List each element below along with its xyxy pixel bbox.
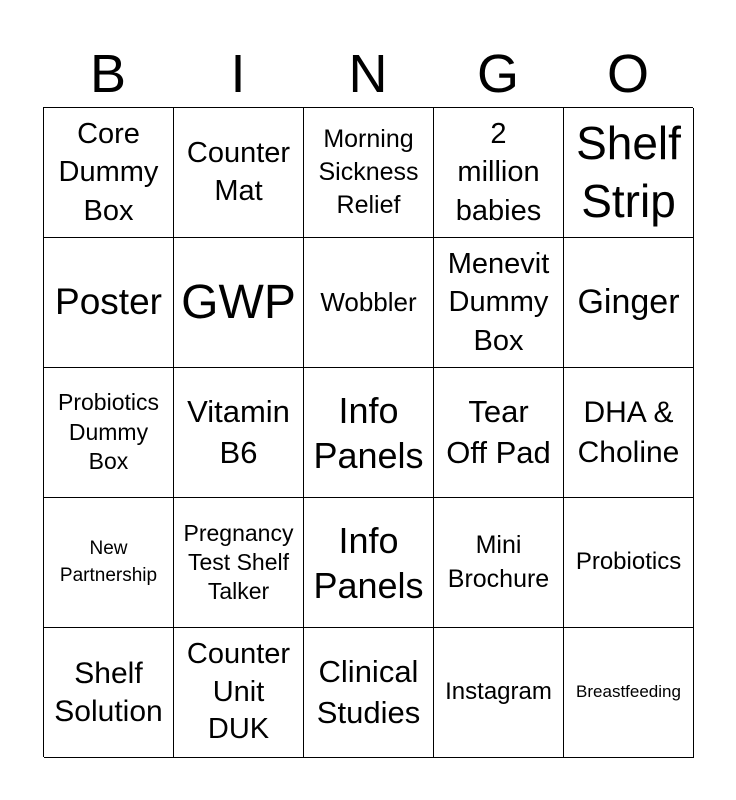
bingo-cell-label: Probiotics bbox=[575, 548, 682, 576]
bingo-cell-label: Core Dummy Box bbox=[58, 117, 159, 227]
header-letter-o: O bbox=[606, 44, 649, 104]
bingo-cell-label: Shelf Strip bbox=[576, 116, 681, 227]
bingo-cell-label: Wobbler bbox=[320, 286, 417, 317]
bingo-cell-label: Poster bbox=[55, 281, 162, 323]
bingo-cell bbox=[44, 108, 174, 238]
bingo-cell-label: Instagram bbox=[445, 678, 552, 706]
bingo-cell-label: Mini Brochure bbox=[447, 531, 550, 593]
bingo-cell-label: Morning Sickness Relief bbox=[318, 124, 419, 220]
bingo-cell bbox=[304, 368, 434, 498]
bingo-cell-label: Info Panels bbox=[313, 519, 424, 606]
bingo-cell bbox=[174, 628, 304, 758]
bingo-cell bbox=[174, 498, 304, 628]
bingo-cell bbox=[304, 238, 434, 368]
bingo-cell-label: Pregnancy Test Shelf Talker bbox=[183, 519, 294, 605]
bingo-cell-label: 2 million babies bbox=[455, 117, 542, 227]
bingo-cell bbox=[564, 498, 694, 628]
bingo-cell bbox=[564, 238, 694, 368]
bingo-cell bbox=[564, 108, 694, 238]
bingo-cell-label: New Partnership bbox=[59, 538, 158, 586]
bingo-cell bbox=[174, 238, 304, 368]
bingo-cell-label: Breastfeeding bbox=[576, 682, 681, 702]
bingo-cell bbox=[174, 108, 304, 238]
header-letter-i: I bbox=[230, 44, 246, 104]
bingo-cell bbox=[44, 498, 174, 628]
header-letter-n: N bbox=[348, 44, 388, 104]
bingo-cell-label: Vitamin B6 bbox=[187, 393, 290, 470]
bingo-cell-label: GWP bbox=[181, 275, 296, 329]
bingo-cell bbox=[434, 628, 564, 758]
bingo-cell bbox=[174, 368, 304, 498]
bingo-cell bbox=[564, 628, 694, 758]
bingo-cell-label: Shelf Solution bbox=[54, 656, 163, 728]
bingo-cell bbox=[564, 368, 694, 498]
bingo-cell bbox=[434, 498, 564, 628]
bingo-cell bbox=[304, 108, 434, 238]
bingo-cell bbox=[44, 628, 174, 758]
bingo-cell-label: Menevit Dummy Box bbox=[447, 247, 550, 357]
bingo-cell-label: Clinical Studies bbox=[316, 653, 421, 730]
bingo-cell-label: Counter Mat bbox=[186, 137, 291, 207]
bingo-cell-label: Ginger bbox=[577, 283, 680, 322]
header-letter-g: G bbox=[476, 44, 519, 104]
bingo-cell bbox=[44, 238, 174, 368]
bingo-cell bbox=[304, 498, 434, 628]
bingo-header bbox=[43, 40, 693, 108]
bingo-cell-label: DHA & Choline bbox=[577, 396, 680, 469]
bingo-board bbox=[43, 107, 693, 757]
bingo-cell bbox=[434, 368, 564, 498]
bingo-cell bbox=[44, 368, 174, 498]
bingo-cell bbox=[434, 238, 564, 368]
bingo-cell-label: Info Panels bbox=[313, 389, 424, 476]
header-letter-b: B bbox=[89, 44, 127, 104]
bingo-cell bbox=[304, 628, 434, 758]
bingo-cell-label: Probiotics Dummy Box bbox=[58, 389, 159, 475]
bingo-cell-label: Tear Off Pad bbox=[446, 393, 551, 470]
bingo-cell bbox=[434, 108, 564, 238]
bingo-cell-label: Counter Unit DUK bbox=[186, 637, 291, 746]
